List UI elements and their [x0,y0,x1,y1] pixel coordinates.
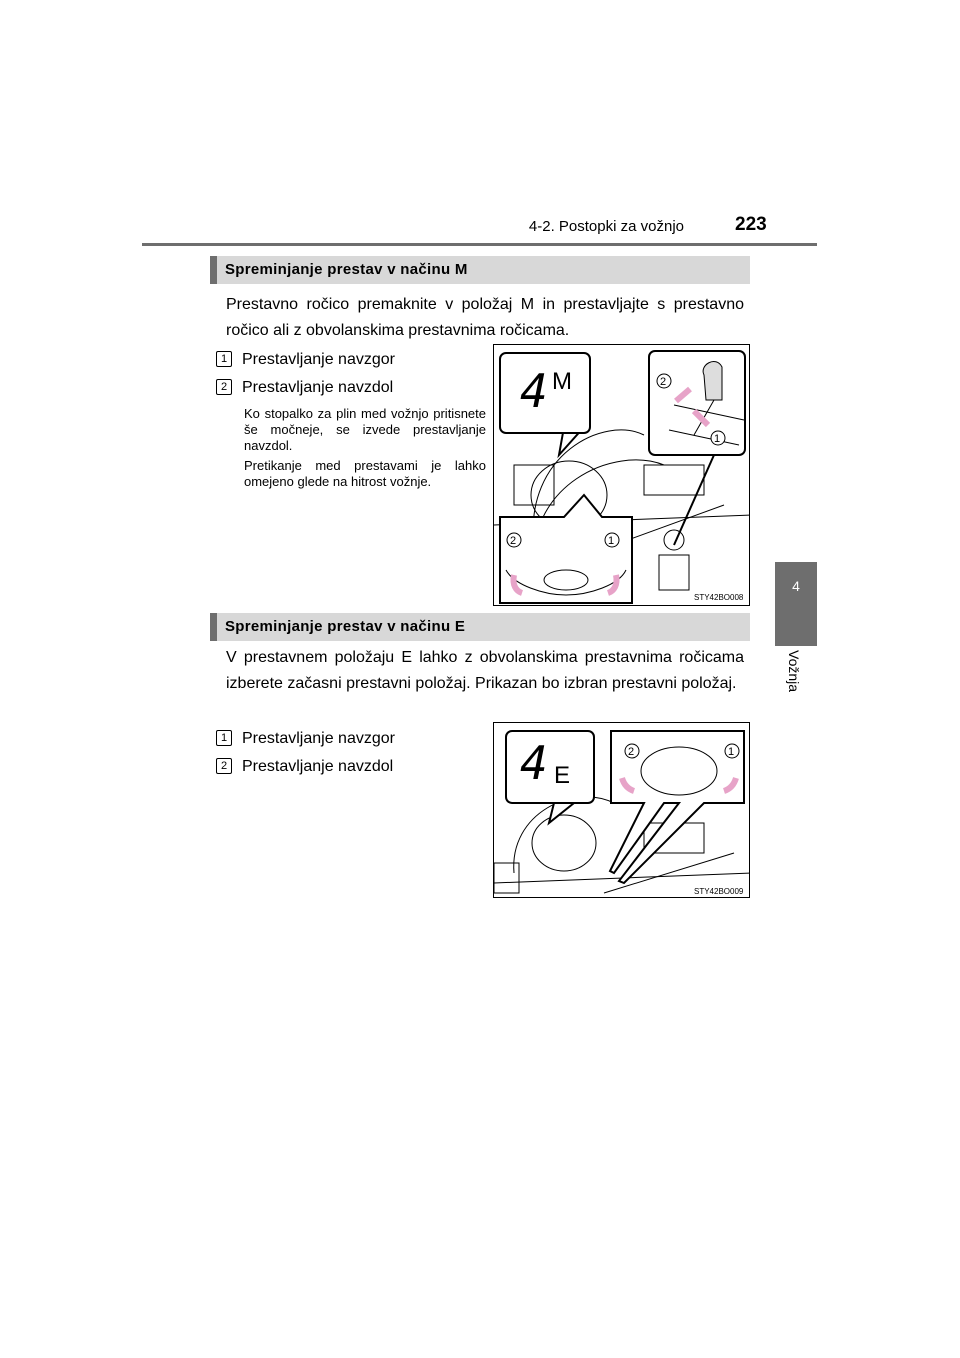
heading-accent [210,613,217,641]
section-e-item-1 [216,729,395,749]
figure-id: STY42BO008 [694,593,744,602]
heading-accent [210,256,217,284]
item-text: Prestavljanje navzdol [242,758,394,775]
item-text: Prestavljanje navzdol [242,379,394,396]
shift-lever-callout [649,351,745,455]
section-e-item-2 [216,757,393,777]
svg-text:2: 2 [660,376,667,388]
section-m-intro: Prestavno ročico premaknite v položaj M in prestavljajte s prestavno ročico ali z obvolanskima prestavnima ročicama. [226,296,744,339]
section-m-item-1 [216,350,395,370]
header-divider [142,243,817,246]
figure-e-mode [493,722,750,898]
section-e-heading [210,613,750,641]
svg-text:1: 1 [608,535,615,547]
item-text: Prestavljanje navzgor [242,351,395,368]
svg-text:4: 4 [520,736,548,790]
callout-number: 2 [216,758,232,774]
figure-e-illustration [494,723,750,898]
section-m-title: Spreminjanje prestav v načinu M [225,261,468,278]
svg-text:1: 1 [728,746,735,758]
mode-letter: M [552,368,572,395]
svg-text:2: 2 [510,535,517,547]
svg-text:1: 1 [714,433,721,445]
section-m-item-2 [216,378,393,398]
page-number: 223 [735,214,767,235]
callout-number: 2 [216,379,232,395]
chapter-label: Vožnja [786,650,802,693]
section-m-heading [210,256,750,284]
svg-text:2: 2 [628,746,635,758]
section-m-note-2: Pretikanje med prestavami je lahko omejeno glede na hitrost vožnje. [244,458,486,489]
callout-number: 1 [216,351,232,367]
chapter-label-container [788,650,804,720]
chapter-tab [775,562,817,646]
chapter-number: 4 [792,578,800,594]
item-text: Prestavljanje navzgor [242,730,395,747]
section-e-intro: V prestavnem položaju E lahko z obvolanskima prestavnima ročicama izberete začasni prestavni položaj. Prikazan bo izbran prestavni položaj. [226,649,744,692]
section-m-note-1: Ko stopalko za plin med vožnjo pritisnete še močneje, se izvede prestavljanje navzdol. [244,406,486,453]
section-e-title: Spreminjanje prestav v načinu E [225,618,466,635]
mode-letter: E [554,762,571,789]
callout-number: 1 [216,730,232,746]
header-section-title: 4-2. Postopki za vožnjo [528,218,684,235]
figure-m-illustration [494,345,750,606]
figure-id: STY42BO009 [694,887,744,896]
figure-m-mode [493,344,750,606]
svg-text:4: 4 [520,364,548,418]
